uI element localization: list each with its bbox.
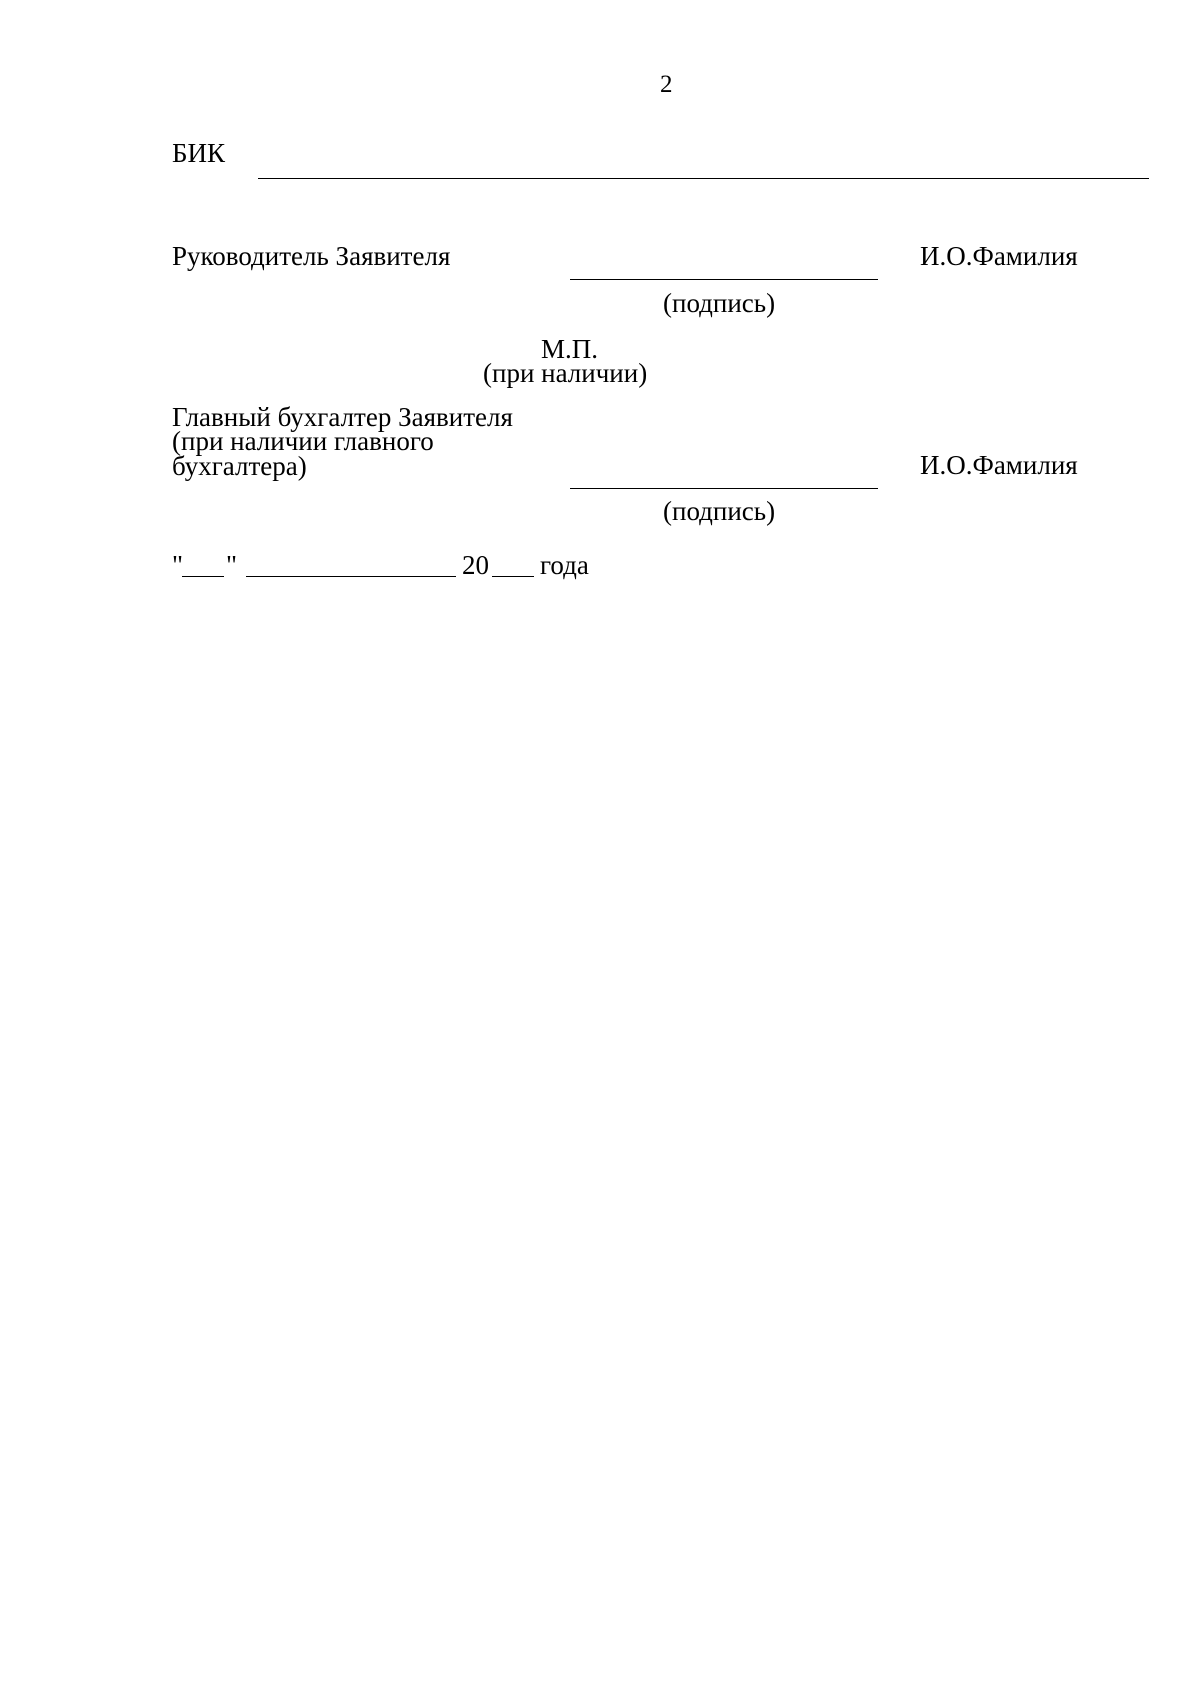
bik-fill-line[interactable] xyxy=(258,178,1149,179)
date-year-prefix: 20 xyxy=(462,550,489,580)
accountant-position-line: (при наличии главного xyxy=(172,426,434,457)
page-number: 2 xyxy=(660,71,673,98)
head-signature-caption: (подпись) xyxy=(663,288,776,318)
date-year-word: года xyxy=(540,550,589,580)
head-signature-line[interactable] xyxy=(570,279,878,280)
accountant-signature-line[interactable] xyxy=(570,488,878,489)
stamp-note: (при наличии) xyxy=(483,358,648,388)
date-close-quote: " xyxy=(226,550,238,580)
accountant-name: И.О.Фамилия xyxy=(920,450,1078,480)
bik-label: БИК xyxy=(172,138,226,168)
date-open-quote: " xyxy=(172,550,184,580)
head-name: И.О.Фамилия xyxy=(920,241,1078,271)
head-position-label: Руководитель Заявителя xyxy=(172,241,451,271)
accountant-position-line: бухгалтера) xyxy=(172,450,307,481)
date-year-line[interactable] xyxy=(492,576,534,577)
accountant-signature-caption: (подпись) xyxy=(663,496,776,526)
stamp-label: М.П. xyxy=(541,334,599,364)
date-day-line[interactable] xyxy=(182,576,224,577)
accountant-position-line: Главный бухгалтер Заявителя xyxy=(172,402,513,432)
accountant-position-label xyxy=(172,402,513,481)
date-month-line[interactable] xyxy=(246,576,456,577)
